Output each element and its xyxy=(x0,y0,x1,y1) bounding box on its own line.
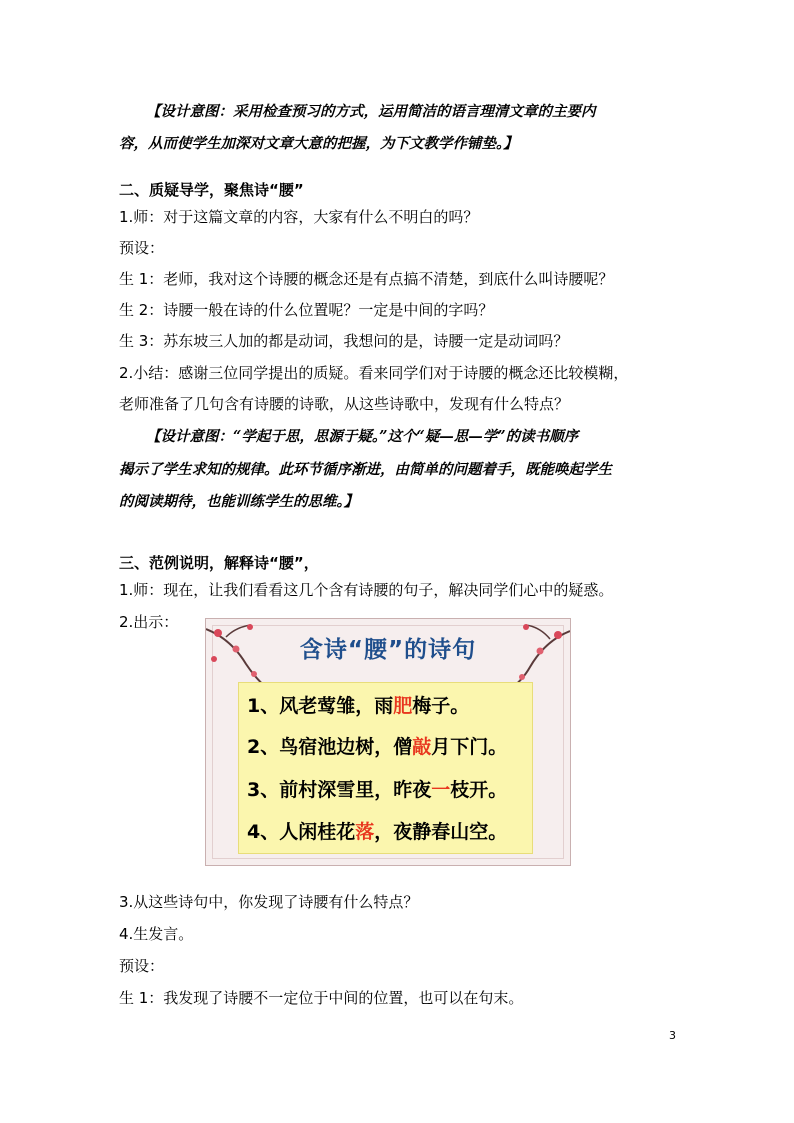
poem-slide-image xyxy=(205,618,571,866)
design-intent-2-line-2: 揭示了学生求知的规律。此环节循序渐进，由简单的问题着手，既能唤起学生 xyxy=(119,461,612,478)
section-3-paragraph: 生 1：我发现了诗腰不一定位于中间的位置，也可以在句末。 xyxy=(119,989,524,1007)
design-intent-1-line-1: 【设计意图：采用检查预习的方式，运用简洁的语言理清文章的主要内 xyxy=(146,103,596,120)
poem-line-4: 4、人闲桂花落，夜静春山空。 xyxy=(247,821,508,843)
section-2-paragraph: 生 2：诗腰一般在诗的什么位置呢？一定是中间的字吗？ xyxy=(119,301,494,319)
poem-line-2: 2、鸟宿池边树，僧敲月下门。 xyxy=(247,736,508,758)
section-2-paragraph: 预设： xyxy=(119,239,165,257)
section-3-paragraph: 预设： xyxy=(119,957,165,975)
slide-title: 含诗“腰”的诗句 xyxy=(299,637,477,663)
design-intent-2-line-1: 【设计意图：“学起于思，思源于疑。”这个“疑—思—学”的读书顺序 xyxy=(146,428,579,445)
section-3-paragraph: 4.生发言。 xyxy=(119,925,194,943)
section-2-paragraph: 生 1：老师，我对这个诗腰的概念还是有点搞不清楚，到底什么叫诗腰呢？ xyxy=(119,270,614,288)
design-intent-2-line-3: 的阅读期待，也能训练学生的思维。】 xyxy=(119,493,359,510)
section-2-paragraph: 2.小结：感谢三位同学提出的质疑。看来同学们对于诗腰的概念还比较模糊， xyxy=(119,364,629,382)
section-2-paragraph: 老师准备了几句含有诗腰的诗歌，从这些诗歌中，发现有什么特点？ xyxy=(119,395,570,413)
section-3-paragraph: 1.师：现在，让我们看看这几个含有诗腰的句子，解决同学们心中的疑惑。 xyxy=(119,581,614,599)
section-2-paragraph: 1.师：对于这篇文章的内容，大家有什么不明白的吗？ xyxy=(119,208,479,226)
section-2-heading: 二、质疑导学，聚焦诗“腰” xyxy=(119,181,304,199)
design-intent-1-line-2: 容，从而使学生加深对文章大意的把握，为下文教学作铺垫。】 xyxy=(119,135,518,152)
poem-line-1: 1、风老莺雏，雨肥梅子。 xyxy=(247,695,470,717)
poem-list-box xyxy=(238,682,533,854)
section-2-paragraph: 生 3：苏东坡三人加的都是动词，我想问的是，诗腰一定是动词吗？ xyxy=(119,332,569,350)
section-3-paragraph: 2.出示： xyxy=(119,613,179,631)
poem-line-3: 3、前村深雪里，昨夜一枝开。 xyxy=(247,779,508,801)
page-number: 3 xyxy=(669,1029,676,1042)
section-3-paragraph: 3.从这些诗句中，你发现了诗腰有什么特点？ xyxy=(119,893,419,911)
section-3-heading: 三、范例说明，解释诗“腰”， xyxy=(119,554,319,572)
